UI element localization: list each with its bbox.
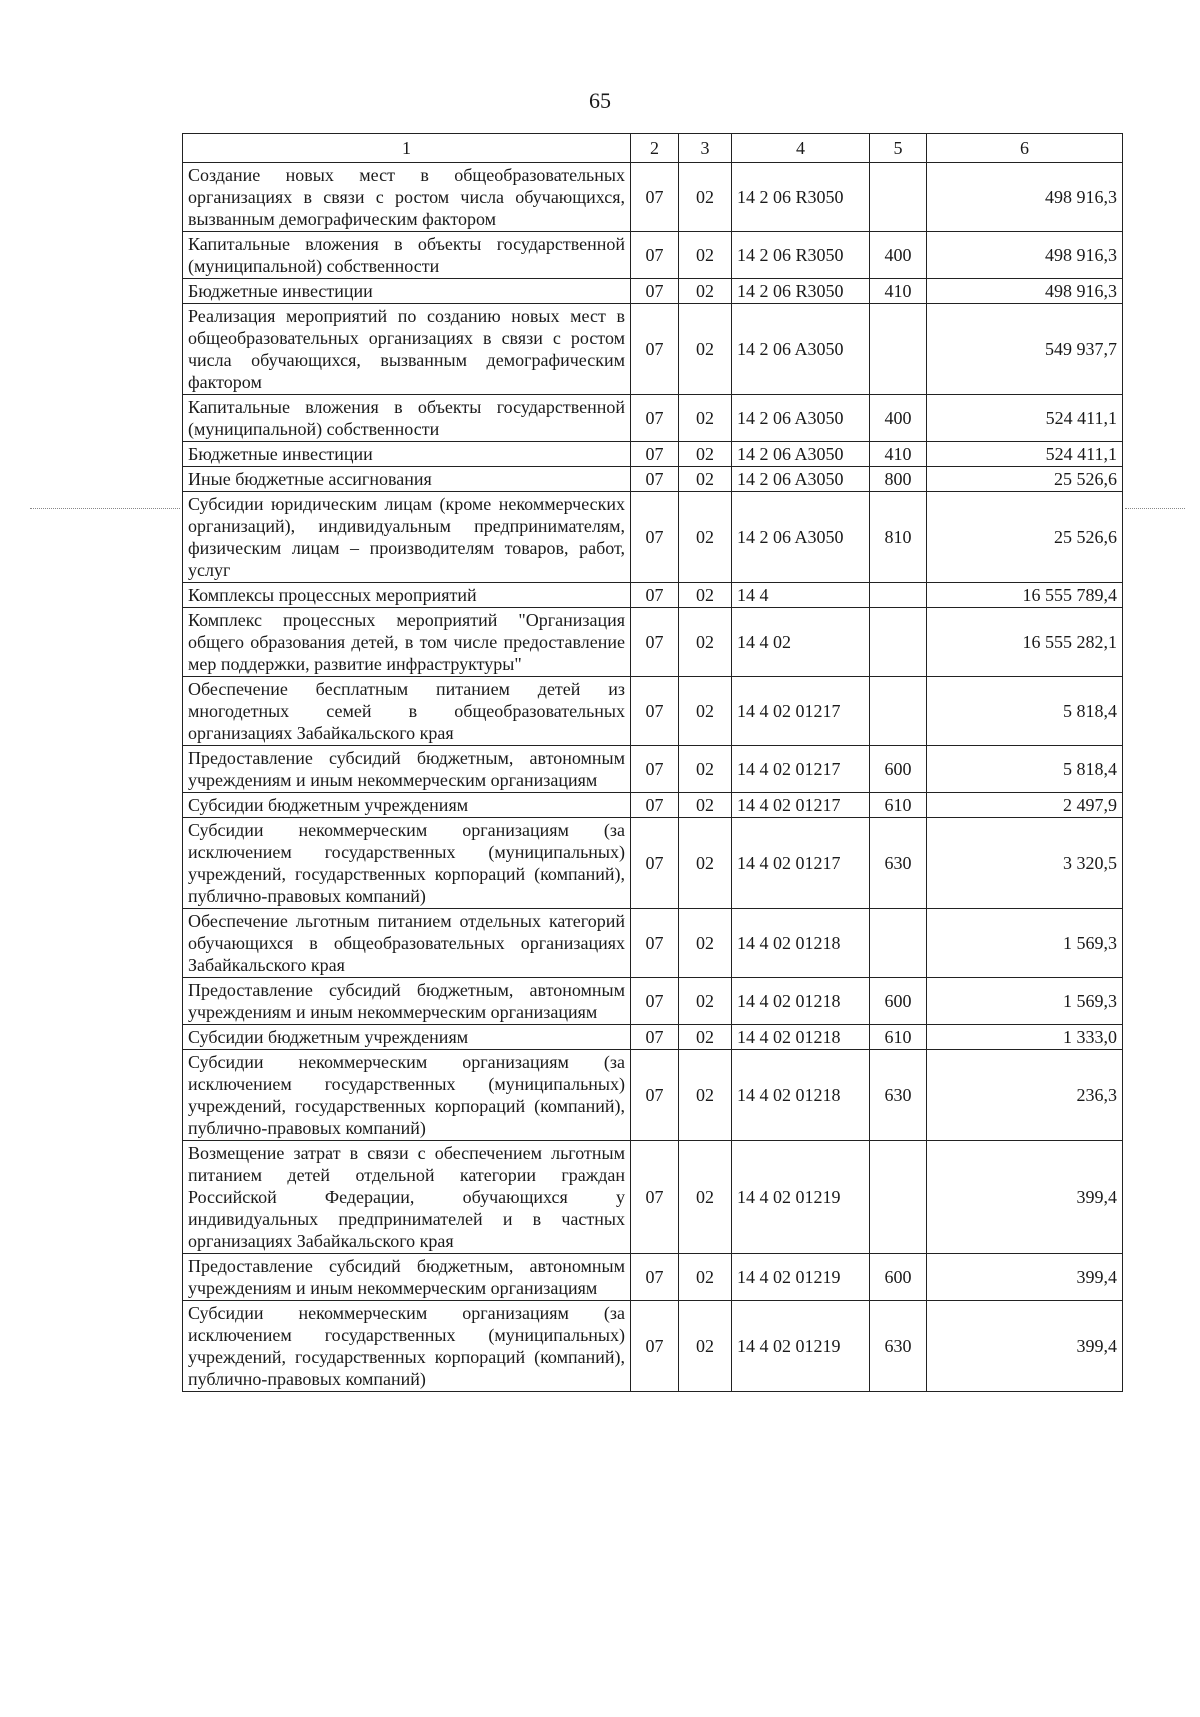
column-header: 1 <box>183 134 631 163</box>
row-name: Субсидии некоммерческим организациям (за исключением государственных (муниципальных) учреждений, государственных корпораций (компаний), публично-правовых компаний) <box>183 818 631 909</box>
row-name: Предоставление субсидий бюджетным, автономным учреждениям и иным некоммерческим организациям <box>183 978 631 1025</box>
row-subsection-code: 02 <box>679 279 732 304</box>
table-row <box>183 793 1123 818</box>
row-subsection-code: 02 <box>679 1050 732 1141</box>
row-expense-type-code <box>870 304 927 395</box>
column-header: 3 <box>679 134 732 163</box>
row-subsection-code: 02 <box>679 746 732 793</box>
row-subsection-code: 02 <box>679 1025 732 1050</box>
row-amount: 498 916,3 <box>927 279 1123 304</box>
row-name: Предоставление субсидий бюджетным, автономным учреждениям и иным некоммерческим организациям <box>183 746 631 793</box>
table-row <box>183 1254 1123 1301</box>
row-target-code: 14 2 06 R3050 <box>732 279 870 304</box>
row-expense-type-code: 630 <box>870 818 927 909</box>
row-expense-type-code: 630 <box>870 1301 927 1392</box>
row-section-code: 07 <box>631 583 679 608</box>
row-subsection-code: 02 <box>679 304 732 395</box>
row-amount: 5 818,4 <box>927 746 1123 793</box>
header-row <box>183 134 1123 163</box>
row-amount: 1 569,3 <box>927 909 1123 978</box>
table-row <box>183 1301 1123 1392</box>
row-amount: 524 411,1 <box>927 395 1123 442</box>
row-expense-type-code <box>870 608 927 677</box>
row-expense-type-code <box>870 677 927 746</box>
row-subsection-code: 02 <box>679 793 732 818</box>
row-expense-type-code: 400 <box>870 395 927 442</box>
table-row <box>183 467 1123 492</box>
row-target-code: 14 2 06 A3050 <box>732 467 870 492</box>
row-name: Иные бюджетные ассигнования <box>183 467 631 492</box>
row-amount: 5 818,4 <box>927 677 1123 746</box>
table-row <box>183 677 1123 746</box>
row-section-code: 07 <box>631 978 679 1025</box>
row-target-code: 14 2 06 R3050 <box>732 163 870 232</box>
row-section-code: 07 <box>631 1025 679 1050</box>
row-expense-type-code: 610 <box>870 793 927 818</box>
table-row <box>183 583 1123 608</box>
row-section-code: 07 <box>631 909 679 978</box>
row-name: Возмещение затрат в связи с обеспечением льготным питанием детей отдельной категории граждан Российской Федерации, обучающихся у индивидуальных предпринимателей и в частных организациях Забайкальского края <box>183 1141 631 1254</box>
row-section-code: 07 <box>631 1301 679 1392</box>
row-target-code: 14 2 06 A3050 <box>732 442 870 467</box>
row-amount: 524 411,1 <box>927 442 1123 467</box>
row-section-code: 07 <box>631 746 679 793</box>
row-target-code: 14 4 02 01217 <box>732 677 870 746</box>
row-subsection-code: 02 <box>679 909 732 978</box>
row-section-code: 07 <box>631 232 679 279</box>
row-subsection-code: 02 <box>679 1254 732 1301</box>
row-section-code: 07 <box>631 304 679 395</box>
row-expense-type-code: 410 <box>870 442 927 467</box>
row-target-code: 14 4 02 01218 <box>732 909 870 978</box>
row-name: Субсидии юридическим лицам (кроме некоммерческих организаций), индивидуальным предпринимателям, физическим лицам – производителям товаров, работ, услуг <box>183 492 631 583</box>
row-target-code: 14 4 02 01218 <box>732 1050 870 1141</box>
row-subsection-code: 02 <box>679 583 732 608</box>
row-amount: 236,3 <box>927 1050 1123 1141</box>
row-expense-type-code: 400 <box>870 232 927 279</box>
row-target-code: 14 4 02 01217 <box>732 793 870 818</box>
row-expense-type-code: 610 <box>870 1025 927 1050</box>
row-target-code: 14 4 02 <box>732 608 870 677</box>
column-header: 5 <box>870 134 927 163</box>
row-name: Капитальные вложения в объекты государственной (муниципальной) собственности <box>183 232 631 279</box>
table-row <box>183 163 1123 232</box>
row-target-code: 14 4 <box>732 583 870 608</box>
row-target-code: 14 2 06 A3050 <box>732 304 870 395</box>
row-amount: 399,4 <box>927 1141 1123 1254</box>
row-amount: 2 497,9 <box>927 793 1123 818</box>
table-row <box>183 1141 1123 1254</box>
table-row <box>183 978 1123 1025</box>
row-target-code: 14 2 06 A3050 <box>732 395 870 442</box>
row-expense-type-code <box>870 1141 927 1254</box>
row-subsection-code: 02 <box>679 677 732 746</box>
row-expense-type-code: 800 <box>870 467 927 492</box>
table-row <box>183 492 1123 583</box>
row-target-code: 14 4 02 01219 <box>732 1141 870 1254</box>
row-expense-type-code <box>870 583 927 608</box>
row-name: Комплексы процессных мероприятий <box>183 583 631 608</box>
row-name: Бюджетные инвестиции <box>183 279 631 304</box>
table-row <box>183 818 1123 909</box>
row-expense-type-code <box>870 909 927 978</box>
scan-dotted-line-left <box>30 508 180 509</box>
row-section-code: 07 <box>631 1050 679 1141</box>
row-subsection-code: 02 <box>679 1141 732 1254</box>
table-row <box>183 1025 1123 1050</box>
table-row <box>183 909 1123 978</box>
column-header: 6 <box>927 134 1123 163</box>
row-expense-type-code <box>870 163 927 232</box>
row-subsection-code: 02 <box>679 232 732 279</box>
row-section-code: 07 <box>631 467 679 492</box>
row-expense-type-code: 630 <box>870 1050 927 1141</box>
scan-dotted-line-right <box>1125 508 1185 509</box>
row-section-code: 07 <box>631 793 679 818</box>
row-expense-type-code: 410 <box>870 279 927 304</box>
row-name: Обеспечение льготным питанием отдельных категорий обучающихся в общеобразовательных организациях Забайкальского края <box>183 909 631 978</box>
row-target-code: 14 4 02 01218 <box>732 978 870 1025</box>
row-amount: 3 320,5 <box>927 818 1123 909</box>
row-section-code: 07 <box>631 395 679 442</box>
row-expense-type-code: 600 <box>870 746 927 793</box>
row-section-code: 07 <box>631 818 679 909</box>
row-section-code: 07 <box>631 1254 679 1301</box>
row-amount: 399,4 <box>927 1254 1123 1301</box>
row-section-code: 07 <box>631 1141 679 1254</box>
row-section-code: 07 <box>631 442 679 467</box>
table-row <box>183 304 1123 395</box>
row-name: Субсидии некоммерческим организациям (за исключением государственных (муниципальных) учреждений, государственных корпораций (компаний), публично-правовых компаний) <box>183 1301 631 1392</box>
row-section-code: 07 <box>631 279 679 304</box>
row-name: Бюджетные инвестиции <box>183 442 631 467</box>
row-name: Создание новых мест в общеобразовательных организациях в связи с ростом числа обучающихся, вызванным демографическим фактором <box>183 163 631 232</box>
row-name: Субсидии бюджетным учреждениям <box>183 1025 631 1050</box>
row-expense-type-code: 810 <box>870 492 927 583</box>
row-expense-type-code: 600 <box>870 978 927 1025</box>
table-row <box>183 608 1123 677</box>
table-row <box>183 746 1123 793</box>
row-target-code: 14 4 02 01218 <box>732 1025 870 1050</box>
budget-table <box>182 133 1123 1392</box>
row-subsection-code: 02 <box>679 163 732 232</box>
row-amount: 498 916,3 <box>927 232 1123 279</box>
row-name: Капитальные вложения в объекты государственной (муниципальной) собственности <box>183 395 631 442</box>
row-section-code: 07 <box>631 163 679 232</box>
row-amount: 25 526,6 <box>927 467 1123 492</box>
row-subsection-code: 02 <box>679 818 732 909</box>
row-subsection-code: 02 <box>679 467 732 492</box>
row-amount: 25 526,6 <box>927 492 1123 583</box>
row-amount: 1 333,0 <box>927 1025 1123 1050</box>
row-expense-type-code: 600 <box>870 1254 927 1301</box>
row-subsection-code: 02 <box>679 1301 732 1392</box>
row-name: Обеспечение бесплатным питанием детей из многодетных семей в общеобразовательных организациях Забайкальского края <box>183 677 631 746</box>
row-amount: 1 569,3 <box>927 978 1123 1025</box>
row-name: Комплекс процессных мероприятий "Организация общего образования детей, в том числе предоставление мер поддержки, развитие инфраструктуры" <box>183 608 631 677</box>
row-subsection-code: 02 <box>679 395 732 442</box>
table-row <box>183 395 1123 442</box>
row-target-code: 14 4 02 01219 <box>732 1301 870 1392</box>
row-target-code: 14 2 06 A3050 <box>732 492 870 583</box>
table-row <box>183 442 1123 467</box>
table-row <box>183 232 1123 279</box>
row-target-code: 14 2 06 R3050 <box>732 232 870 279</box>
row-amount: 16 555 282,1 <box>927 608 1123 677</box>
column-header: 4 <box>732 134 870 163</box>
page-number: 65 <box>589 88 611 113</box>
row-subsection-code: 02 <box>679 492 732 583</box>
row-name: Реализация мероприятий по созданию новых мест в общеобразовательных организациях в связи с ростом числа обучающихся, вызванным демографическим фактором <box>183 304 631 395</box>
table-row <box>183 1050 1123 1141</box>
column-header: 2 <box>631 134 679 163</box>
row-section-code: 07 <box>631 677 679 746</box>
row-name: Субсидии бюджетным учреждениям <box>183 793 631 818</box>
row-section-code: 07 <box>631 608 679 677</box>
row-amount: 498 916,3 <box>927 163 1123 232</box>
row-target-code: 14 4 02 01219 <box>732 1254 870 1301</box>
row-amount: 549 937,7 <box>927 304 1123 395</box>
row-name: Субсидии некоммерческим организациям (за исключением государственных (муниципальных) учреждений, государственных корпораций (компаний), публично-правовых компаний) <box>183 1050 631 1141</box>
row-amount: 399,4 <box>927 1301 1123 1392</box>
row-subsection-code: 02 <box>679 608 732 677</box>
row-target-code: 14 4 02 01217 <box>732 818 870 909</box>
row-amount: 16 555 789,4 <box>927 583 1123 608</box>
row-name: Предоставление субсидий бюджетным, автономным учреждениям и иным некоммерческим организациям <box>183 1254 631 1301</box>
table-row <box>183 279 1123 304</box>
row-target-code: 14 4 02 01217 <box>732 746 870 793</box>
row-subsection-code: 02 <box>679 978 732 1025</box>
row-subsection-code: 02 <box>679 442 732 467</box>
row-section-code: 07 <box>631 492 679 583</box>
